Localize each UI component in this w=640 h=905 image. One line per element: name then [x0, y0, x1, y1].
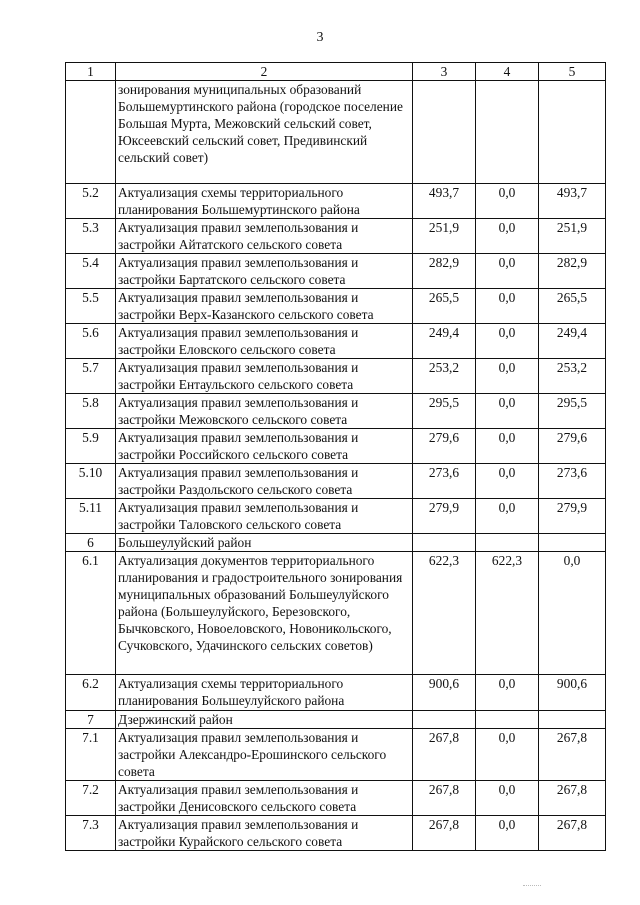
- row-number: 5.10: [66, 464, 116, 499]
- row-col-4: 0,0: [476, 816, 539, 851]
- row-number: 5.4: [66, 254, 116, 289]
- row-name: Актуализация правил землепользования и застройки Александро-Ерошинского сельского совета: [116, 729, 413, 781]
- row-name: Дзержинский район: [116, 711, 413, 729]
- row-col-5: [539, 711, 606, 729]
- row-col-3: 273,6: [413, 464, 476, 499]
- row-col-4: 0,0: [476, 254, 539, 289]
- row-name: Актуализация схемы территориального планирования Большеулуйского района: [116, 675, 413, 711]
- table-row: [66, 534, 606, 552]
- table-row: [66, 464, 606, 499]
- table-row: [66, 394, 606, 429]
- row-name: Актуализация правил землепользования и застройки Верх-Казанского сельского совета: [116, 289, 413, 324]
- table-row: [66, 254, 606, 289]
- row-number: 5.5: [66, 289, 116, 324]
- row-col-3: 279,6: [413, 429, 476, 464]
- row-col-3: 267,8: [413, 816, 476, 851]
- row-col-5: 493,7: [539, 184, 606, 219]
- table-row: [66, 81, 606, 184]
- page-number: 3: [316, 30, 324, 45]
- row-col-5: 267,8: [539, 781, 606, 816]
- row-col-4: [476, 711, 539, 729]
- row-col-5: 251,9: [539, 219, 606, 254]
- row-col-3: 267,8: [413, 781, 476, 816]
- header-row: [66, 63, 606, 81]
- table-row: [66, 816, 606, 851]
- row-col-4: 0,0: [476, 394, 539, 429]
- row-number: 5.11: [66, 499, 116, 534]
- table-row: [66, 289, 606, 324]
- row-name: Актуализация правил землепользования и застройки Бартатского сельского совета: [116, 254, 413, 289]
- row-col-3: 279,9: [413, 499, 476, 534]
- row-col-3: 493,7: [413, 184, 476, 219]
- row-col-4: 0,0: [476, 324, 539, 359]
- row-col-3: 249,4: [413, 324, 476, 359]
- row-col-4: 0,0: [476, 219, 539, 254]
- row-col-4: 0,0: [476, 781, 539, 816]
- row-col-3: [413, 81, 476, 184]
- row-col-4: 0,0: [476, 729, 539, 781]
- row-number: 6.1: [66, 552, 116, 675]
- row-col-5: [539, 534, 606, 552]
- table-body: [66, 81, 606, 851]
- row-number: 6: [66, 534, 116, 552]
- row-col-3: 251,9: [413, 219, 476, 254]
- row-number: 7: [66, 711, 116, 729]
- row-col-3: [413, 534, 476, 552]
- row-number: [66, 81, 116, 184]
- row-name: Актуализация правил землепользования и застройки Курайского сельского совета: [116, 816, 413, 851]
- row-col-3: 267,8: [413, 729, 476, 781]
- row-name: Актуализация документов территориального планирования и градостроительного зонирования муниципальных образований Большеулуйского района (Большеулуйского, Березовского, Бычковского, Новоеловского, Новоникольского, Сучковского, Удачинского сельских советов): [116, 552, 413, 675]
- row-name: Актуализация правил землепользования и застройки Ентаульского сельского совета: [116, 359, 413, 394]
- header-col-2: 2: [116, 63, 413, 81]
- row-col-3: 265,5: [413, 289, 476, 324]
- row-name: Актуализация правил землепользования и застройки Раздольского сельского совета: [116, 464, 413, 499]
- row-number: 7.3: [66, 816, 116, 851]
- row-col-5: 279,9: [539, 499, 606, 534]
- table-row: [66, 184, 606, 219]
- row-col-3: 295,5: [413, 394, 476, 429]
- row-col-4: 622,3: [476, 552, 539, 675]
- row-col-5: 265,5: [539, 289, 606, 324]
- header-col-1: 1: [66, 63, 116, 81]
- row-number: 5.8: [66, 394, 116, 429]
- row-col-3: 622,3: [413, 552, 476, 675]
- row-col-4: 0,0: [476, 499, 539, 534]
- table-header: [66, 63, 606, 81]
- table-row: [66, 359, 606, 394]
- row-name: Актуализация правил землепользования и застройки Денисовского сельского совета: [116, 781, 413, 816]
- row-col-5: 295,5: [539, 394, 606, 429]
- row-col-5: [539, 81, 606, 184]
- budget-table: [65, 62, 606, 851]
- row-col-4: [476, 81, 539, 184]
- row-number: 6.2: [66, 675, 116, 711]
- row-name: Большеулуйский район: [116, 534, 413, 552]
- table-row: [66, 429, 606, 464]
- table-row: [66, 781, 606, 816]
- row-col-5: 282,9: [539, 254, 606, 289]
- row-col-3: 900,6: [413, 675, 476, 711]
- row-name: Актуализация правил землепользования и застройки Айтатского сельского совета: [116, 219, 413, 254]
- row-col-5: 253,2: [539, 359, 606, 394]
- row-col-5: 267,8: [539, 816, 606, 851]
- row-col-5: 249,4: [539, 324, 606, 359]
- row-number: 5.9: [66, 429, 116, 464]
- row-name: Актуализация правил землепользования и застройки Российского сельского совета: [116, 429, 413, 464]
- row-col-3: [413, 711, 476, 729]
- row-number: 7.1: [66, 729, 116, 781]
- row-number: 5.6: [66, 324, 116, 359]
- row-name: зонирования муниципальных образований Большемуртинского района (городское поселение Большая Мурта, Межовский сельский совет, Юксеевский сельский совет, Предивинский сельский совет): [116, 81, 413, 184]
- row-col-3: 282,9: [413, 254, 476, 289]
- row-col-4: [476, 534, 539, 552]
- row-number: 7.2: [66, 781, 116, 816]
- row-number: 5.2: [66, 184, 116, 219]
- table-row: [66, 711, 606, 729]
- table-row: [66, 675, 606, 711]
- row-col-4: 0,0: [476, 429, 539, 464]
- header-col-4: 4: [476, 63, 539, 81]
- row-col-4: 0,0: [476, 359, 539, 394]
- table-row: [66, 499, 606, 534]
- row-col-3: 253,2: [413, 359, 476, 394]
- row-col-4: 0,0: [476, 184, 539, 219]
- table-row: [66, 729, 606, 781]
- row-col-5: 900,6: [539, 675, 606, 711]
- row-name: Актуализация правил землепользования и застройки Еловского сельского совета: [116, 324, 413, 359]
- row-number: 5.3: [66, 219, 116, 254]
- row-col-5: 279,6: [539, 429, 606, 464]
- row-number: 5.7: [66, 359, 116, 394]
- header-col-3: 3: [413, 63, 476, 81]
- row-name: Актуализация правил землепользования и застройки Таловского сельского совета: [116, 499, 413, 534]
- row-col-5: 273,6: [539, 464, 606, 499]
- table-row: [66, 552, 606, 675]
- table-row: [66, 324, 606, 359]
- row-col-4: 0,0: [476, 289, 539, 324]
- scan-mark: [523, 885, 541, 887]
- table-row: [66, 219, 606, 254]
- row-col-5: 0,0: [539, 552, 606, 675]
- header-col-5: 5: [539, 63, 606, 81]
- row-name: Актуализация правил землепользования и застройки Межовского сельского совета: [116, 394, 413, 429]
- row-name: Актуализация схемы территориального планирования Большемуртинского района: [116, 184, 413, 219]
- row-col-4: 0,0: [476, 675, 539, 711]
- row-col-4: 0,0: [476, 464, 539, 499]
- row-col-5: 267,8: [539, 729, 606, 781]
